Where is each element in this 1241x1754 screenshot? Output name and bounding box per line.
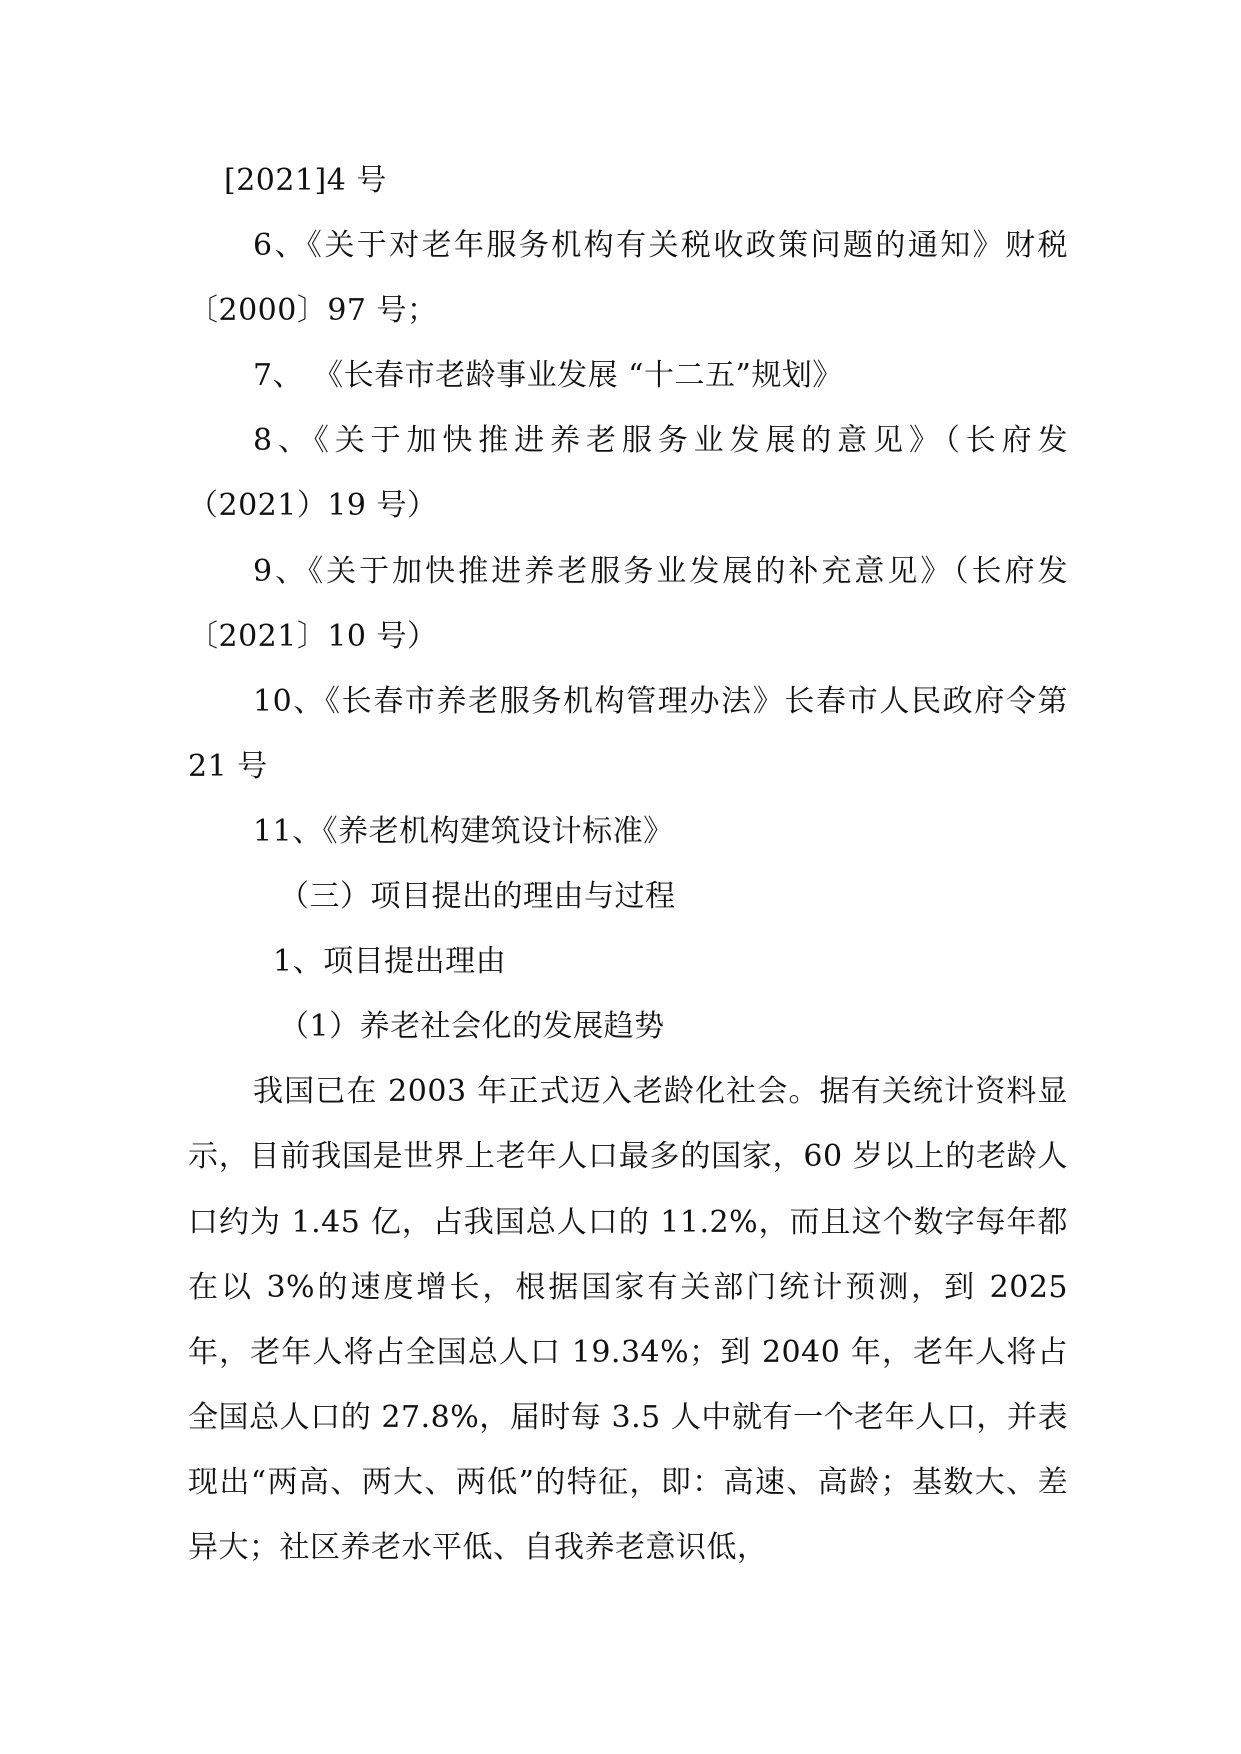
paragraph-item-6: 6、《关于对老年服务机构有关税收政策问题的通知》财税〔2000〕97 号； — [188, 228, 1068, 329]
subheading-1: 1、项目提出理由 — [273, 944, 507, 980]
body-text — [188, 148, 1068, 1580]
paragraph-aging-society: 我国已在 2003 年正式迈入老龄化社会。据有关统计资料显示，目前我国是世界上老年人口最多的国家，60 岁以上的老龄人口约为 1.45 亿，占我国总人口的 11.2%，而且这个数字每年都在以 3%的速度增长，根据国家有关部门统计预测，到 2025 年，老年人将占全国总人口 19.34%；到 2040 年，老年人将占全国总人口的 27.8%，届时每 3.5 人中就有一个老年人口，并表现出“两高、两大、两低”的特征，即：高速、高龄；基数大、差异大；社区养老水平低、自我养老意识低， — [188, 1074, 1068, 1565]
paragraph-item-8: 8、《关于加快推进养老服务业发展的意见》（长府发（2021）19 号） — [188, 423, 1068, 524]
paragraph-reference-number: [2021]4 号 — [224, 163, 387, 198]
paragraph-item-7: 7、 《长春市老龄事业发展 “十二五”规划》 — [253, 358, 843, 394]
section-heading-3: （三）项目提出的理由与过程 — [279, 879, 676, 915]
paragraph-item-9: 9、《关于加快推进养老服务业发展的补充意见》（长府发〔2021〕10 号） — [188, 553, 1068, 654]
paragraph-item-10: 10、《长春市养老服务机构管理办法》长春市人民政府令第 21 号 — [188, 683, 1068, 784]
paragraph-item-11: 11、《养老机构建筑设计标准》 — [253, 813, 674, 849]
subheading-1-1: （1）养老社会化的发展趋势 — [279, 1009, 665, 1045]
